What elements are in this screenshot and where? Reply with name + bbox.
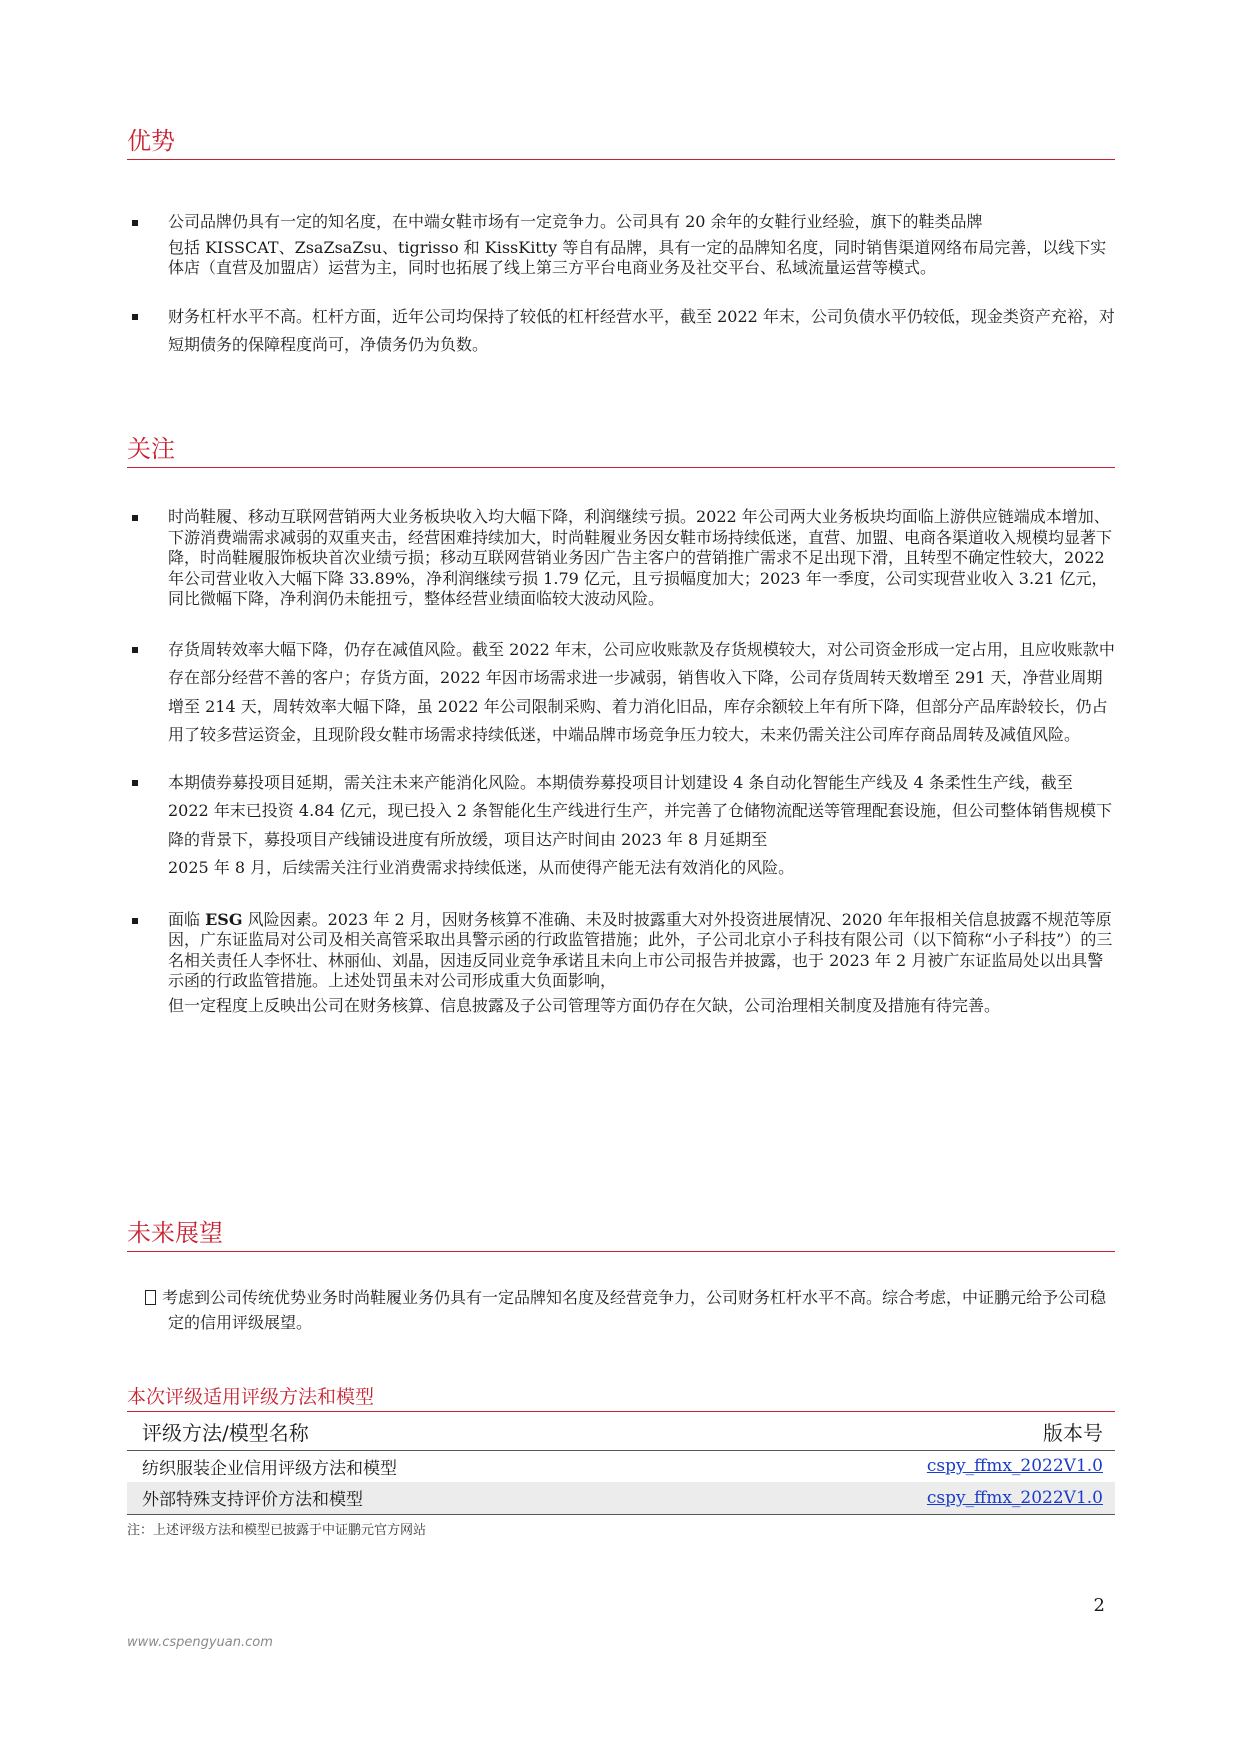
table-row — [127, 1450, 1115, 1482]
bullet-icon — [132, 314, 138, 320]
section-title-strengths: 优势 — [127, 126, 1115, 160]
methods-title: 本次评级适用评级方法和模型 — [127, 1385, 1115, 1412]
table-row — [127, 1482, 1115, 1514]
version-link[interactable]: cspy_ffmx_2022V1.0 — [926, 1456, 1103, 1477]
outlook-paragraph — [127, 1285, 1115, 1335]
concern-item-3-text: 本期债券募投项目延期，需关注未来产能消化风险。本期债券募投项目计划建设 4 条自动化智能生产线及 4 条柔性生产线，截至 2022 年末已投资 4.84 亿元，现已投入 2 条智能化生产线进行生产，并完善了仓储物流配送等管理配套设施，但公司整体销售规模下降的背景下，募投项目产线铺设进度有所放缓，项目达产时间由 2023 年 8 月延期至 — [168, 772, 1112, 849]
footer-website: www.cspengyuan.com — [127, 1635, 273, 1650]
concern-item-2-text: 存货周转效率大幅下降，仍存在减值风险。截至 2022 年末，公司应收账款及存货规模较大，对公司资金形成一定占用，且应收账款中存在部分经营不善的客户；存货方面，2022 年因市场需求进一步减弱，销售收入下降，公司存货周转天数增至 291 天，净营业周期增至 214 天，周转效率大幅下降，虽 2022 年公司限制采购、着力消化旧品，库存余额较上年有所下降，但部分产品库龄较长，仍占用了较多营运资金，且现阶段女鞋市场需求持续低迷，中端品牌市场竞争压力较大，未来仍需关注公司库存商品周转及减值风险。 — [168, 639, 1115, 744]
table-header-row — [127, 1414, 1115, 1450]
bullet-icon — [132, 918, 138, 924]
bullet-icon — [132, 515, 138, 521]
header-version: 版本号 — [704, 1414, 1115, 1450]
strength-item-1-text: 公司品牌仍具有一定的知名度，在中端女鞋市场有一定竞争力。公司具有 20 余年的女鞋行业经验，旗下的鞋类品牌 — [168, 212, 983, 231]
outlook-text: 考虑到公司传统优势业务时尚鞋履业务仍具有一定品牌知名度及经营竞争力，公司财务杠杆水平不高。综合考虑，中证鹏元给予公司稳定的信用评级展望。 — [162, 1288, 1107, 1332]
list-item — [127, 636, 1115, 750]
header-method-name: 评级方法/模型名称 — [127, 1414, 704, 1450]
strength-item-1-continuation: 包括 KISSCAT、ZsaZsaZsu、tigrisso 和 KissKitty 等自有品牌，具有一定的品牌知名度，同时销售渠道网络布局完善，以线下实体店（直营及加盟店）运营为主，同时也拓展了线上第三方平台电商业务及社交平台、私域流量运营等模式。 — [168, 237, 1107, 277]
section-title-outlook: 未来展望 — [127, 1218, 1115, 1252]
strength-item-2-text: 财务杠杆水平不高。杠杆方面，近年公司均保持了较低的杠杆经营水平，截至 2022 年末，公司负债水平仍较低，现金类资产充裕，对短期债务的保障程度尚可，净债务仍为负数。 — [168, 306, 1115, 354]
version-link[interactable]: cspy_ffmx_2022V1.0 — [926, 1487, 1103, 1508]
concern-item-4-prefix: 面临 — [168, 909, 206, 929]
method-name: 外部特殊支持评价方法和模型 — [127, 1482, 704, 1514]
list-item — [127, 303, 1115, 360]
concern-item-1-text: 时尚鞋履、移动互联网营销两大业务板块收入均大幅下降，利润继续亏损。2022 年公司两大业务板块均面临上游供应链端成本增加、下游消费端需求减弱的双重夹击，经营困难持续加大，时尚鞋履业务因女鞋市场持续低迷，直营、加盟、电商各渠道收入规模均显著下降，时尚鞋履服饰板块首次业绩亏损；移动互联网营销业务因广告主客户的营销推广需求不足出现下滑，且转型不确定性较大，2022 年公司营业收入大幅下降 33.89%，净利润继续亏损 1.79 亿元，且亏损幅度加大；2023 年一季度，公司实现营业收入 3.21 亿元，同比微幅下降，净利润仍未能扭亏，整体经营业绩面临较大波动风险。 — [168, 507, 1113, 608]
list-item — [127, 212, 1115, 233]
concern-item-4-continuation: 但一定程度上反映出公司在财务核算、信息披露及子公司管理等方面仍存在欠缺，公司治理相关制度及措施有待完善。 — [168, 995, 1001, 1015]
methods-table — [127, 1414, 1115, 1515]
checkbox-icon — [145, 1290, 156, 1305]
list-item — [127, 769, 1115, 855]
section-title-concerns: 关注 — [127, 434, 1115, 468]
page-number: 2 — [1093, 1595, 1105, 1616]
concern-item-3-continuation: 2025 年 8 月，后续需关注行业消费需求持续低迷，从而使得产能无法有效消化的风险。 — [168, 858, 795, 877]
list-item — [127, 910, 1115, 992]
bullet-icon — [132, 220, 138, 226]
strengths-list — [127, 212, 1115, 360]
method-name: 纺织服装企业信用评级方法和模型 — [142, 1458, 397, 1479]
concerns-list — [127, 507, 1115, 1016]
methods-note: 注：上述评级方法和模型已披露于中证鹏元官方网站 — [127, 1523, 427, 1538]
concern-item-4-text: 风险因素。2023 年 2 月，因财务核算不准确、未及时披露重大对外投资进展情况、2020 年年报相关信息披露不规范等原因，广东证监局对公司及相关高管采取出具警示函的行政监管措施；此外，子公司北京小子科技有限公司（以下简称“小子科技”）的三名相关责任人李怀壮、林丽仙、刘晶，因违反同业竞争承诺且未向上市公司报告并披露，也于 2023 年 2 月被广东证监局处以出具警示函的行政监管措施。上述处罚虽未对公司形成重大负面影响， — [168, 909, 1113, 990]
list-item — [127, 507, 1115, 610]
bullet-icon — [132, 780, 138, 786]
bullet-icon — [132, 647, 138, 653]
esg-keyword: ESG — [205, 909, 243, 929]
